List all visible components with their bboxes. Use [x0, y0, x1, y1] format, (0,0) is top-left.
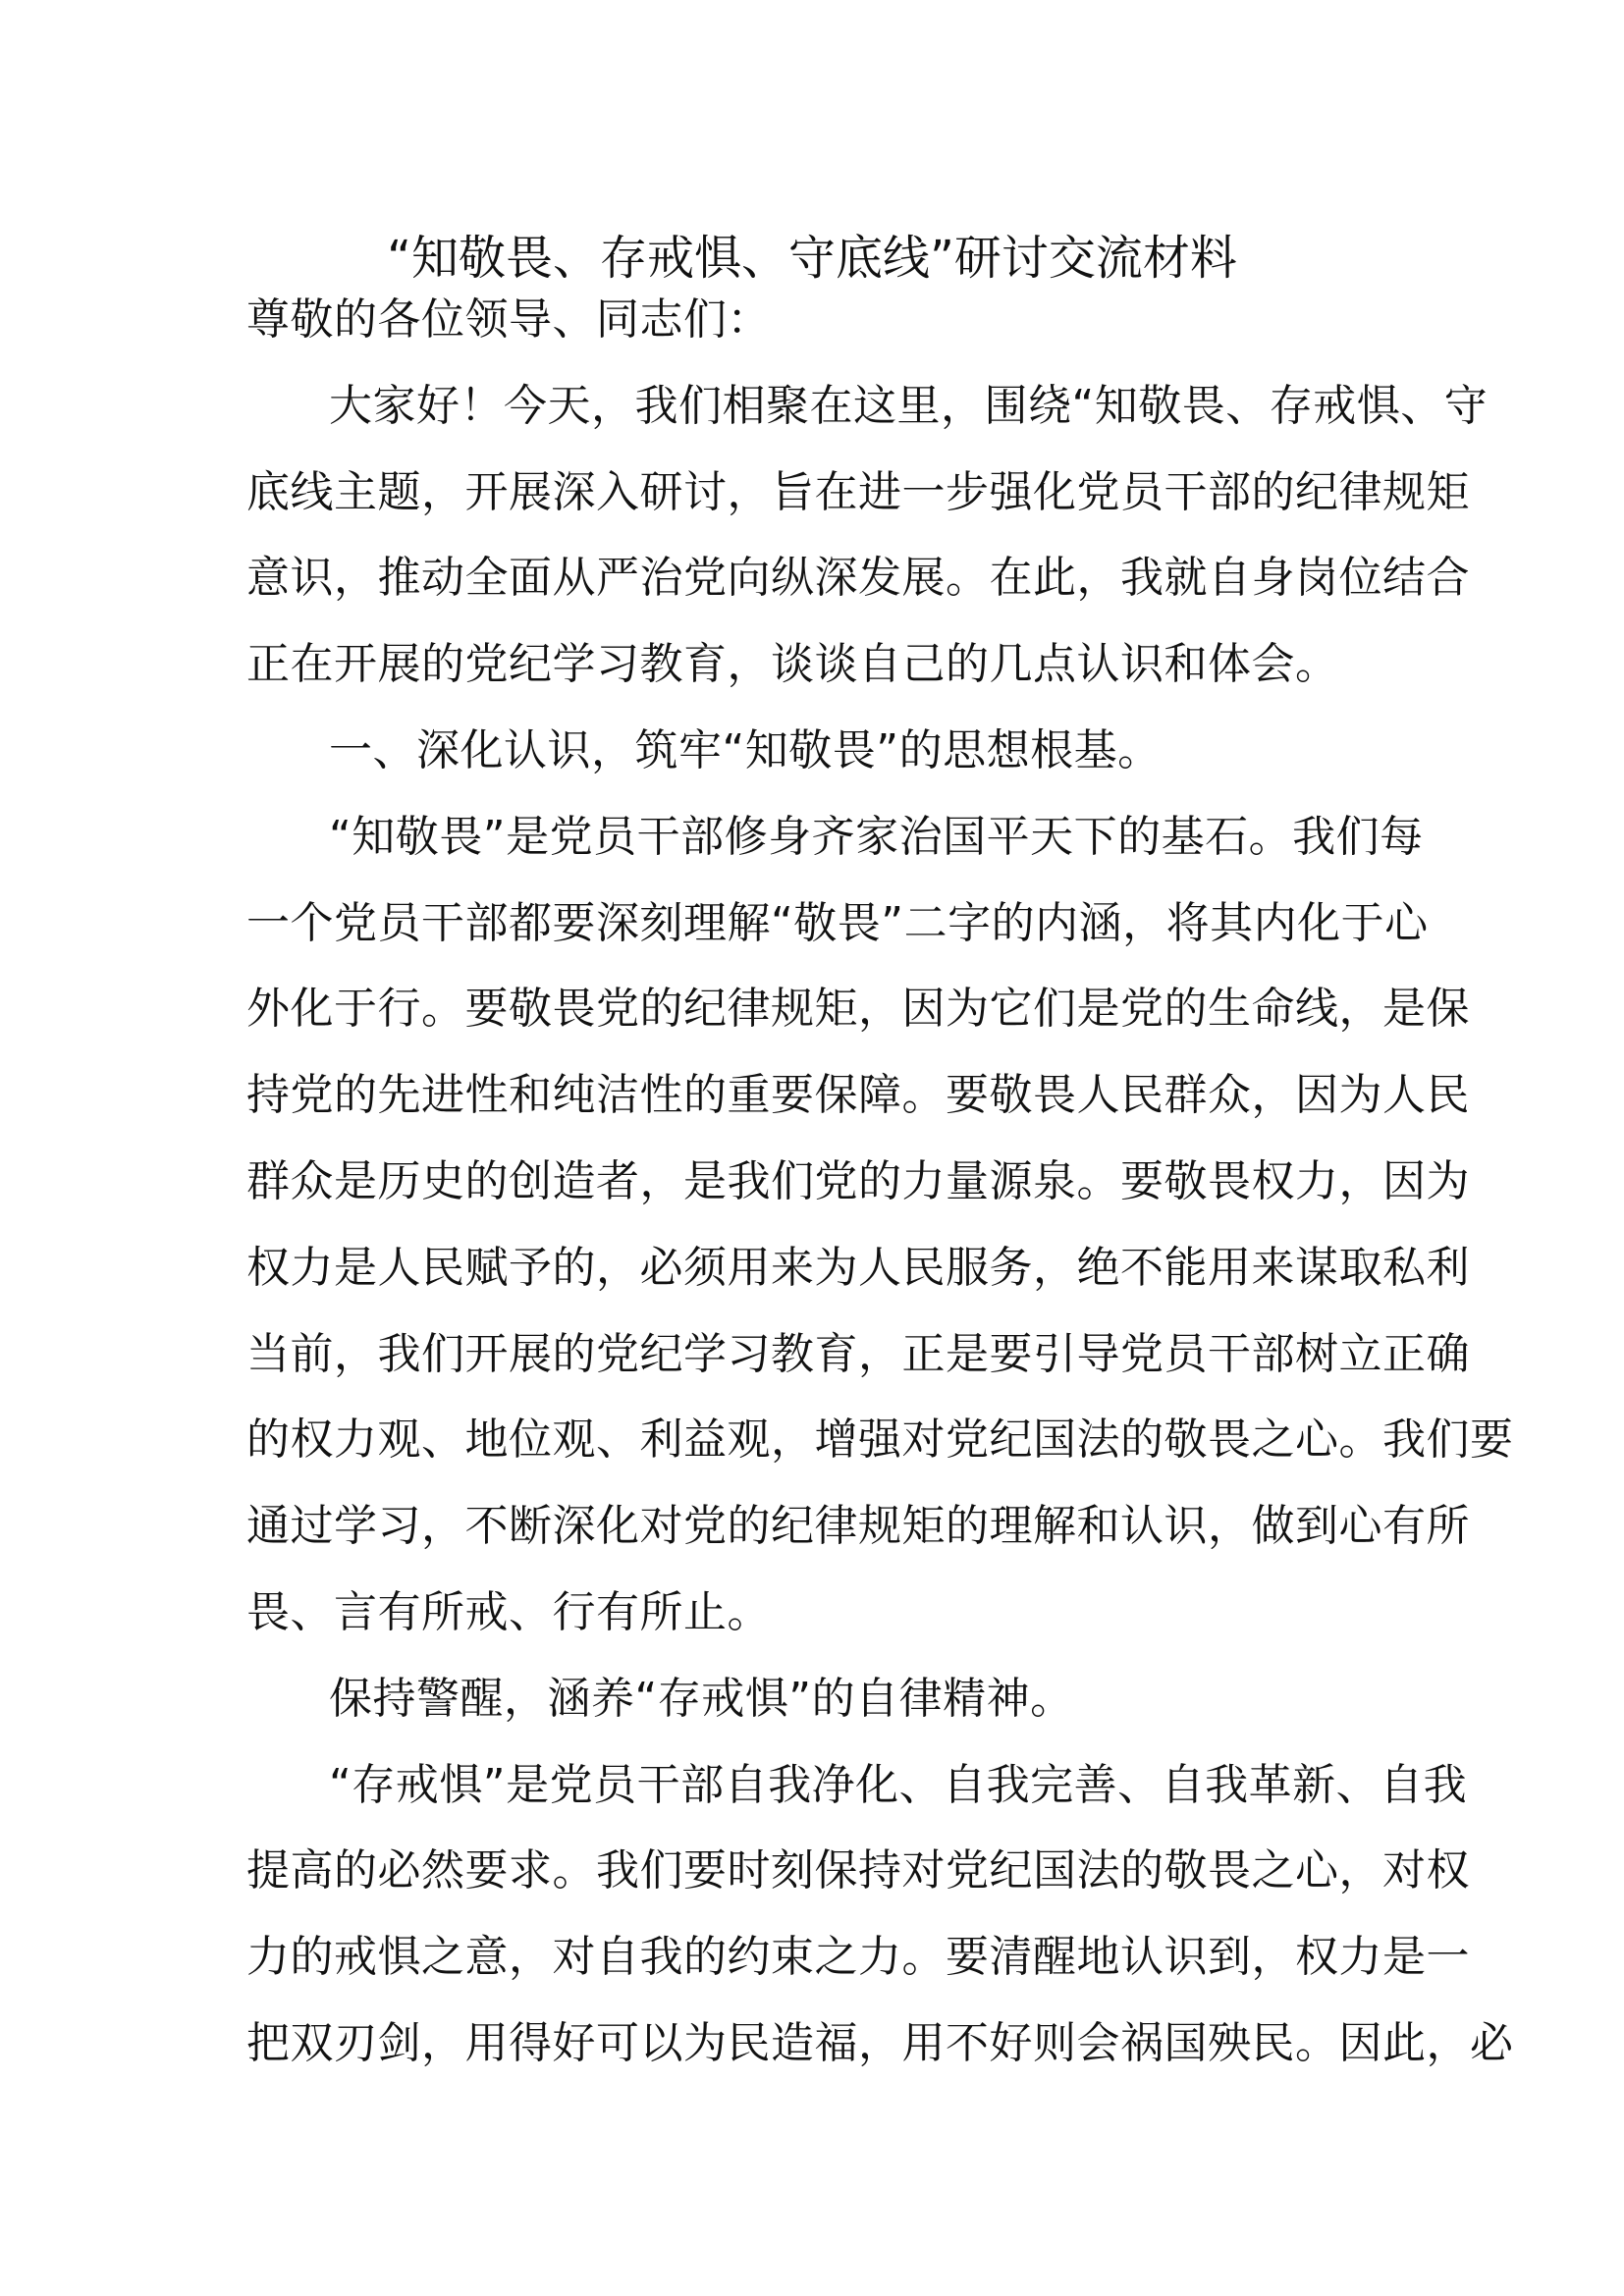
paragraph-line: 正在开展的党纪学习教育，谈谈自己的几点认识和体会。 [246, 639, 1339, 690]
paragraph-line: 权力是人民赋予的，必须用来为人民服务，绝不能用来谋取私利 [246, 1242, 1470, 1293]
paragraph-line: 提高的必然要求。我们要时刻保持对党纪国法的敬畏之心，对权 [246, 1845, 1470, 1896]
paragraph-line: 意识，推动全面从严治党向纵深发展。在此，我就自身岗位结合 [246, 553, 1470, 604]
salutation-line: 尊敬的各位领导、同志们： [246, 294, 771, 345]
paragraph-line: 力的戒惧之意，对自我的约束之力。要清醒地认识到，权力是一 [246, 1932, 1470, 1983]
paragraph-line: 畏、言有所戒、行有所止。 [246, 1586, 771, 1637]
paragraph-line: 底线主题，开展深入研讨，旨在进一步强化党员干部的纪律规矩 [246, 466, 1470, 517]
paragraph-line: 大家好！今天，我们相聚在这里，围绕“知敬畏、存戒惧、守 [329, 380, 1489, 431]
paragraph-line: “存戒惧”是党员干部自我净化、自我完善、自我革新、自我 [329, 1759, 1468, 1810]
paragraph-line: 持党的先进性和纯洁性的重要保障。要敬畏人民群众，因为人民 [246, 1070, 1470, 1121]
document-title: “知敬畏、存戒惧、守底线”研讨交流材料 [387, 231, 1237, 286]
paragraph-line: 通过学习，不断深化对党的纪律规矩的理解和认识，做到心有所 [246, 1501, 1470, 1552]
paragraph-line: 外化于行。要敬畏党的纪律规矩，因为它们是党的生命线，是保 [246, 984, 1470, 1035]
document-body [246, 277, 1514, 2087]
paragraph-line: 一个党员干部都要深刻理解“敬畏”二字的内涵，将其内化于心 [246, 897, 1429, 948]
paragraph-line: 把双刃剑，用得好可以为民造福，用不好则会祸国殃民。因此，必 [246, 2017, 1514, 2068]
paragraph-line: “知敬畏”是党员干部修身齐家治国平天下的基石。我们每 [329, 811, 1424, 862]
paragraph-line: 的权力观、地位观、利益观，增强对党纪国法的敬畏之心。我们要 [246, 1415, 1514, 1466]
paragraph-line: 群众是历史的创造者，是我们党的力量源泉。要敬畏权力，因为 [246, 1155, 1470, 1206]
section-heading-1: 一、深化认识，筑牢“知敬畏”的思想根基。 [329, 724, 1162, 775]
section-heading-2: 保持警醒，涵养“存戒惧”的自律精神。 [329, 1673, 1074, 1724]
paragraph-line: 当前，我们开展的党纪学习教育，正是要引导党员干部树立正确 [246, 1328, 1470, 1379]
